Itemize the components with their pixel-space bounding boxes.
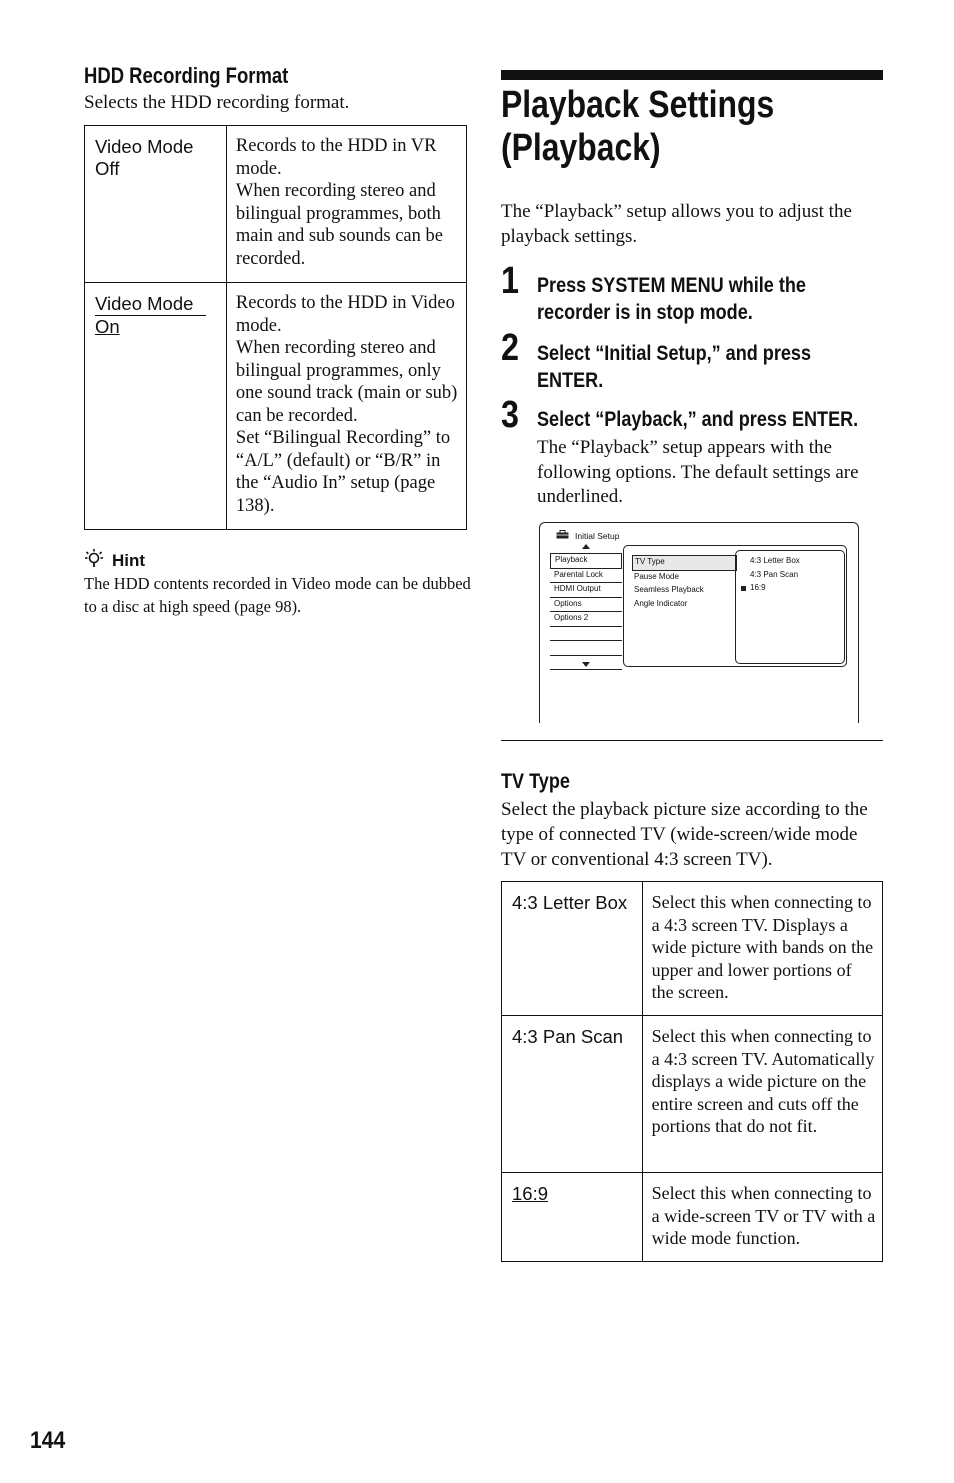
- menu-item-parental-lock[interactable]: Parental Lock: [550, 569, 622, 584]
- table-row: [502, 882, 883, 1016]
- screen-title: Initial Setup: [575, 531, 620, 541]
- option-description: Select this when connecting to a 4:3 screen TV. Displays a wide picture with bands on the upper and lower portions of the screen.: [651, 892, 874, 1002]
- section-heading-hdd-recording-format: HDD Recording Format: [84, 63, 289, 88]
- option-description: Select this when connecting to a wide-screen TV or TV with a wide mode function.: [651, 1183, 876, 1248]
- section-divider: [501, 740, 883, 741]
- arrow-down-icon: [582, 662, 590, 667]
- step-text: Press SYSTEM MENU while the recorder is in stop mode.: [537, 274, 806, 324]
- step-text: Select “Playback,” and press ENTER.: [537, 408, 859, 431]
- choice-4-3-letter-box[interactable]: 4:3 Letter Box: [750, 556, 800, 565]
- hdd-format-table: [84, 125, 467, 530]
- menu-item-playback[interactable]: Playback: [550, 553, 622, 569]
- setup-menu: [550, 553, 622, 670]
- menu-item-empty: [550, 627, 622, 642]
- step-number: 3: [501, 394, 519, 436]
- option-description: Records to the HDD in VR mode. When recording stereo and bilingual programmes, both main and sub sounds can be recorded.: [235, 136, 443, 269]
- hint-text: The HDD contents recorded in Video mode can be dubbed to a disc at high speed (page 98).: [84, 574, 471, 616]
- hint-label: Hint: [112, 550, 146, 570]
- step-description: The “Playback” setup appears with the following options. The default settings are underlined.: [537, 437, 859, 507]
- section-heading-tv-type: TV Type: [501, 770, 570, 793]
- lightbulb-icon: [84, 548, 104, 573]
- table-row: [502, 1016, 883, 1173]
- section-description: Select the playback picture size according to the type of connected TV (wide-screen/wide mode TV or conventional 4:3 screen TV).: [501, 799, 868, 870]
- table-row: [85, 126, 467, 283]
- menu-item-options-2[interactable]: Options 2: [550, 612, 622, 627]
- menu-item-empty: [550, 641, 622, 656]
- section-description: Selects the HDD recording format.: [84, 92, 350, 113]
- submenu-item-seamless-playback[interactable]: Seamless Playback: [634, 585, 704, 594]
- page-number: 144: [30, 1427, 66, 1454]
- menu-item-hdmi-output[interactable]: HDMI Output: [550, 583, 622, 598]
- step-number: 2: [501, 327, 519, 369]
- arrow-up-icon: [582, 544, 590, 549]
- submenu-item-angle-indicator[interactable]: Angle Indicator: [634, 598, 688, 608]
- option-label-default: 16:9: [512, 1183, 549, 1204]
- submenu-item-pause-mode[interactable]: Pause Mode: [634, 571, 679, 581]
- playback-panel: [623, 545, 847, 667]
- intro-text: The “Playback” setup allows you to adjust the playback settings.: [501, 201, 852, 247]
- option-label-default: Video Mode On: [85, 283, 226, 338]
- tv-type-table: [501, 881, 883, 1262]
- selected-bullet-icon: [741, 586, 746, 591]
- option-label: 4:3 Pan Scan: [512, 1026, 624, 1047]
- step-text: Select “Initial Setup,” and press ENTER.: [537, 342, 811, 392]
- step-number: 1: [501, 260, 519, 302]
- option-label: 4:3 Letter Box: [512, 892, 628, 913]
- page-title: Playback Settings (Playback): [501, 84, 775, 169]
- menu-item-options[interactable]: Options: [550, 598, 622, 613]
- title-rule: [501, 70, 883, 80]
- submenu-item-tv-type[interactable]: TV Type: [632, 555, 737, 571]
- table-row: [85, 283, 467, 530]
- toolbox-icon: [556, 530, 569, 539]
- playback-submenu: [632, 555, 737, 611]
- table-row: [502, 1173, 883, 1262]
- option-description: Records to the HDD in Video mode. When recording stereo and bilingual programmes, only one sound track (main or sub) can be recorded. Set “Bilingual Recording” to “A/L” (default) or “B/R” in the “Audio In” setup (page 138).: [235, 293, 458, 516]
- initial-setup-screen: [539, 522, 859, 718]
- choice-16-9[interactable]: 16:9: [736, 582, 844, 596]
- hint-header: [84, 548, 145, 573]
- tv-type-choices: [735, 550, 845, 664]
- option-label: Video Mode Off: [95, 136, 194, 179]
- option-description: Select this when connecting to a 4:3 screen TV. Automatically displays a wide picture on the entire screen and cuts off the portions that do not fit.: [651, 1026, 875, 1136]
- choice-4-3-pan-scan[interactable]: 4:3 Pan Scan: [750, 569, 799, 579]
